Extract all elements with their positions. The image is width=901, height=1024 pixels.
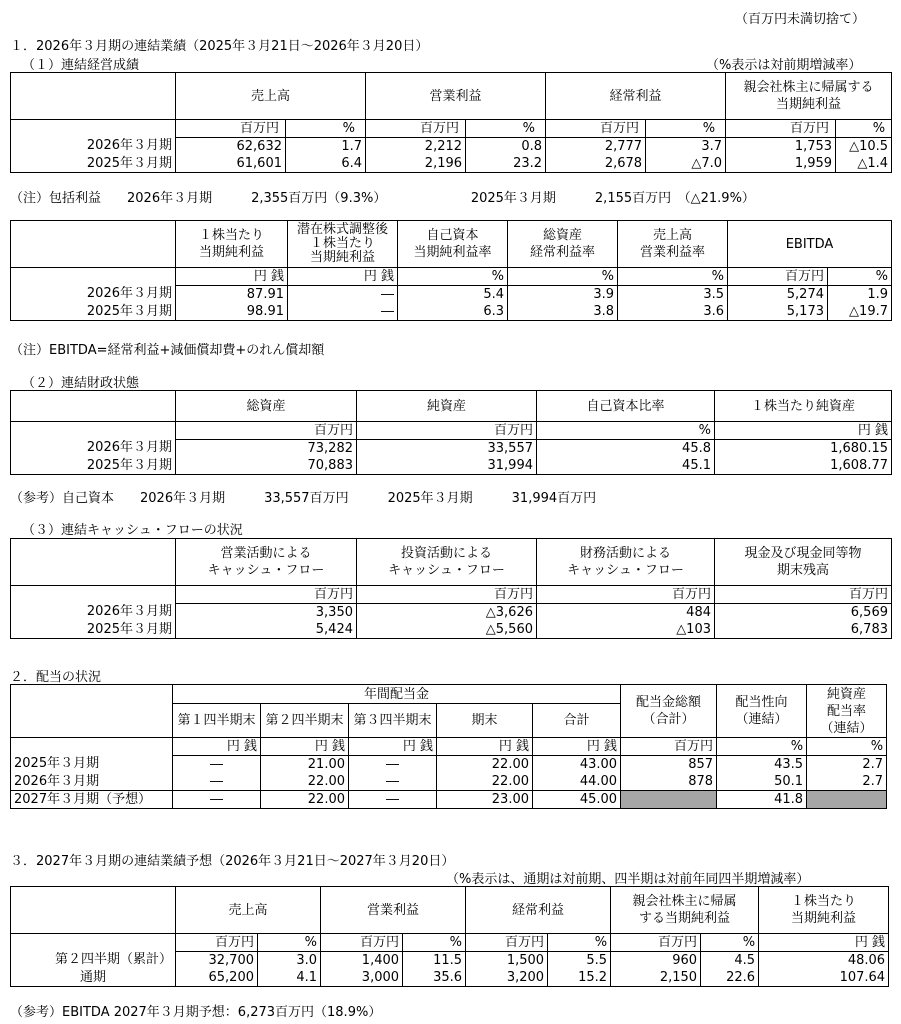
section3-title: ３．2027年３月期の連結業績予想（2026年３月21日～2027年３月20日） bbox=[10, 854, 455, 869]
unit-cell: 百万円 bbox=[176, 934, 258, 952]
value-cell: 4.5 bbox=[701, 952, 759, 970]
comprehensive-income-note: （注）包括利益 2026年３月期 2,355百万円（9.3%） 2025年３月期 2,155百万円 （△21.9%） bbox=[10, 191, 755, 206]
unit-cell: 百万円 bbox=[466, 934, 548, 952]
cash-flow-table bbox=[10, 538, 892, 639]
value-cell: 23.2 bbox=[466, 155, 546, 173]
unit-cell: 百万円 bbox=[357, 422, 537, 440]
unit-cell: 円 銭 bbox=[437, 738, 533, 756]
value-cell: 43.00 bbox=[533, 756, 621, 774]
value-cell: 15.2 bbox=[548, 969, 611, 987]
table-row bbox=[11, 138, 892, 156]
header-year-end: 期末 bbox=[437, 704, 533, 738]
forecast-table bbox=[10, 886, 889, 987]
unit-cell: % bbox=[537, 422, 715, 440]
header-bps: １株当たり純資産 bbox=[715, 391, 892, 422]
header-ordinary-income: 経常利益 bbox=[546, 73, 726, 120]
unit-cell: % bbox=[836, 120, 892, 138]
value-cell: 22.00 bbox=[261, 773, 349, 791]
value-cell: 5,424 bbox=[176, 621, 357, 639]
row-label: 2026年３月期 bbox=[11, 604, 176, 622]
row-label: 2025年３月期 bbox=[11, 303, 176, 321]
table-row bbox=[11, 969, 889, 987]
value-cell: ― bbox=[173, 773, 261, 791]
value-cell: 1,400 bbox=[321, 952, 403, 970]
unit-cell: 百万円 bbox=[715, 586, 892, 604]
value-cell: 22.00 bbox=[437, 773, 533, 791]
header-roe: 自己資本 当期純利益率 bbox=[398, 221, 508, 268]
unit-cell: 百万円 bbox=[176, 586, 357, 604]
unit-cell: 百万円 bbox=[176, 422, 357, 440]
value-cell: ― bbox=[349, 791, 437, 809]
unit-cell: 百万円 bbox=[537, 586, 715, 604]
per-share-table bbox=[10, 220, 892, 321]
header-q2-end: 第２四半期末 bbox=[261, 704, 349, 738]
value-cell: 1,680.15 bbox=[715, 440, 892, 458]
value-cell: 62,632 bbox=[176, 138, 286, 156]
row-label: 2026年３月期 bbox=[11, 138, 176, 156]
value-cell: 0.8 bbox=[466, 138, 546, 156]
unit-cell: % bbox=[701, 934, 759, 952]
value-cell: 3.0 bbox=[258, 952, 321, 970]
unit-cell: 円 銭 bbox=[349, 738, 437, 756]
header-eps: １株当たり 当期純利益 bbox=[759, 887, 889, 934]
row-label: 通期 bbox=[11, 969, 176, 987]
value-cell: 2,196 bbox=[366, 155, 466, 173]
value-cell: 5.4 bbox=[398, 286, 508, 304]
table-row bbox=[11, 457, 892, 475]
value-cell: 3,350 bbox=[176, 604, 357, 622]
value-cell: 22.00 bbox=[437, 756, 533, 774]
unit-note: （百万円未満切捨て） bbox=[735, 12, 866, 27]
value-cell: 50.1 bbox=[717, 773, 807, 791]
value-cell: ― bbox=[349, 756, 437, 774]
value-cell: ― bbox=[173, 756, 261, 774]
value-cell: 44.00 bbox=[533, 773, 621, 791]
value-cell: 2,212 bbox=[366, 138, 466, 156]
value-cell: 1.9 bbox=[828, 286, 892, 304]
table-row bbox=[11, 303, 892, 321]
value-cell: 5,274 bbox=[728, 286, 828, 304]
unit-cell: 百万円 bbox=[546, 120, 646, 138]
value-cell: 23.00 bbox=[437, 791, 533, 809]
table-row bbox=[11, 155, 892, 173]
header-net-income: 親会社株主に帰属 する当期純利益 bbox=[611, 887, 759, 934]
unit-cell: 百万円 bbox=[321, 934, 403, 952]
unit-cell: % bbox=[466, 120, 546, 138]
value-cell: 3.8 bbox=[508, 303, 618, 321]
value-cell: 22.6 bbox=[701, 969, 759, 987]
table-row bbox=[11, 604, 892, 622]
value-cell: △5,560 bbox=[357, 621, 537, 639]
value-cell: 878 bbox=[621, 773, 717, 791]
row-label: 2025年３月期 bbox=[11, 621, 176, 639]
header-payout-ratio: 配当性向 （連結） bbox=[717, 685, 807, 738]
table-row bbox=[11, 440, 892, 458]
row-label: 2025年３月期 bbox=[11, 756, 173, 774]
value-cell: 31,994 bbox=[357, 457, 537, 475]
value-cell: 5.5 bbox=[548, 952, 611, 970]
value-cell: 3.9 bbox=[508, 286, 618, 304]
unit-cell: 円 銭 bbox=[715, 422, 892, 440]
value-cell: 3.7 bbox=[646, 138, 726, 156]
dividend-table bbox=[10, 684, 887, 809]
value-cell: 2,150 bbox=[611, 969, 701, 987]
unit-cell: % bbox=[618, 268, 728, 286]
section3-pct-note: （%表示は、通期は対前期、四半期は対前年同四半期増減率） bbox=[446, 872, 810, 887]
value-cell: △7.0 bbox=[646, 155, 726, 173]
value-cell: 48.06 bbox=[759, 952, 889, 970]
equity-note: （参考）自己資本 2026年３月期 33,557百万円 2025年３月期 31,994百万円 bbox=[10, 491, 597, 506]
value-cell: 3,200 bbox=[466, 969, 548, 987]
unit-cell: 円 銭 bbox=[173, 738, 261, 756]
ebitda-forecast-note: （参考）EBITDA 2027年３月期予想：6,273百万円（18.9%） bbox=[10, 1005, 382, 1020]
header-operating-cf: 営業活動による キャッシュ・フロー bbox=[176, 539, 357, 586]
table-row bbox=[11, 621, 892, 639]
unit-cell: 円 銭 bbox=[759, 934, 889, 952]
header-operating-income: 営業利益 bbox=[366, 73, 546, 120]
value-cell: 2,777 bbox=[546, 138, 646, 156]
value-cell: ― bbox=[288, 303, 398, 321]
value-cell: 32,700 bbox=[176, 952, 258, 970]
value-cell: 45.00 bbox=[533, 791, 621, 809]
section2-title: ２．配当の状況 bbox=[10, 670, 102, 685]
unit-cell: 百万円 bbox=[357, 586, 537, 604]
header-net-income: 親会社株主に帰属する 当期純利益 bbox=[726, 73, 892, 120]
header-annual-dividend: 年間配当金 bbox=[173, 685, 621, 704]
unit-cell: % bbox=[828, 268, 892, 286]
value-cell: 45.1 bbox=[537, 457, 715, 475]
header-dividend-on-equity: 純資産 配当率 （連結） bbox=[807, 685, 887, 738]
unit-cell: % bbox=[286, 120, 366, 138]
operating-results-table bbox=[10, 72, 892, 173]
unit-cell: % bbox=[646, 120, 726, 138]
unit-cell: 百万円 bbox=[366, 120, 466, 138]
row-label: 2025年３月期 bbox=[11, 155, 176, 173]
value-cell: 3,000 bbox=[321, 969, 403, 987]
value-cell: 2,678 bbox=[546, 155, 646, 173]
unit-cell: 百万円 bbox=[621, 738, 717, 756]
unit-cell: % bbox=[258, 934, 321, 952]
value-cell: △10.5 bbox=[836, 138, 892, 156]
table-row bbox=[11, 952, 889, 970]
value-cell: 41.8 bbox=[717, 791, 807, 809]
value-cell: 35.6 bbox=[403, 969, 466, 987]
value-cell: △103 bbox=[537, 621, 715, 639]
value-cell: 3.5 bbox=[618, 286, 728, 304]
unit-cell: 百万円 bbox=[728, 268, 828, 286]
row-label: 2026年３月期 bbox=[11, 286, 176, 304]
header-dividend-total: 配当金総額 （合計） bbox=[621, 685, 717, 738]
unit-cell: % bbox=[807, 738, 887, 756]
table-row bbox=[11, 756, 887, 774]
value-cell: 87.91 bbox=[176, 286, 288, 304]
unit-cell: % bbox=[548, 934, 611, 952]
header-q1-end: 第１四半期末 bbox=[173, 704, 261, 738]
header-investing-cf: 投資活動による キャッシュ・フロー bbox=[357, 539, 537, 586]
value-cell: ― bbox=[288, 286, 398, 304]
value-cell: △3,626 bbox=[357, 604, 537, 622]
header-eps: １株当たり 当期純利益 bbox=[176, 221, 288, 268]
section1-sub2: （２）連結財政状態 bbox=[22, 376, 140, 391]
value-cell: 33,557 bbox=[357, 440, 537, 458]
header-ordinary-income: 経常利益 bbox=[466, 887, 611, 934]
value-cell: 6.3 bbox=[398, 303, 508, 321]
row-label: 2026年３月期 bbox=[11, 440, 176, 458]
header-q3-end: 第３四半期末 bbox=[349, 704, 437, 738]
header-total-assets: 総資産 bbox=[176, 391, 357, 422]
value-cell: 6.4 bbox=[286, 155, 366, 173]
value-cell: 70,883 bbox=[176, 457, 357, 475]
value-cell: 1,959 bbox=[726, 155, 836, 173]
row-label: 2026年３月期 bbox=[11, 773, 173, 791]
value-cell: 73,282 bbox=[176, 440, 357, 458]
header-diluted-eps: 潜在株式調整後 １株当たり 当期純利益 bbox=[288, 221, 398, 268]
value-cell: 21.00 bbox=[261, 756, 349, 774]
value-cell: 2.7 bbox=[807, 756, 887, 774]
value-cell: 43.5 bbox=[717, 756, 807, 774]
unit-cell: 円 銭 bbox=[176, 268, 288, 286]
header-total: 合計 bbox=[533, 704, 621, 738]
header-sales: 売上高 bbox=[176, 73, 366, 120]
unit-cell: 百万円 bbox=[726, 120, 836, 138]
unit-cell: 円 銭 bbox=[533, 738, 621, 756]
value-cell: 3.6 bbox=[618, 303, 728, 321]
header-equity-ratio: 自己資本比率 bbox=[537, 391, 715, 422]
value-cell: △19.7 bbox=[828, 303, 892, 321]
header-cash-balance: 現金及び現金同等物 期末残高 bbox=[715, 539, 892, 586]
value-cell: 1.7 bbox=[286, 138, 366, 156]
value-cell: 61,601 bbox=[176, 155, 286, 173]
unit-cell: 百万円 bbox=[611, 934, 701, 952]
section1-sub3: （３）連結キャッシュ・フローの状況 bbox=[22, 523, 243, 538]
value-cell: 107.64 bbox=[759, 969, 889, 987]
shaded-cell bbox=[807, 791, 887, 809]
header-sales: 売上高 bbox=[176, 887, 321, 934]
financial-position-table bbox=[10, 390, 892, 475]
section1-title: １．2026年３月期の連結業績（2025年３月21日～2026年３月20日） bbox=[10, 39, 429, 54]
header-roa: 総資産 経常利益率 bbox=[508, 221, 618, 268]
table-row bbox=[11, 286, 892, 304]
header-operating-income: 営業利益 bbox=[321, 887, 466, 934]
header-net-assets: 純資産 bbox=[357, 391, 537, 422]
shaded-cell bbox=[621, 791, 717, 809]
value-cell: 45.8 bbox=[537, 440, 715, 458]
row-label: 第２四半期（累計） bbox=[11, 952, 176, 970]
unit-cell: % bbox=[398, 268, 508, 286]
unit-cell: 百万円 bbox=[176, 120, 286, 138]
header-ebitda: EBITDA bbox=[728, 221, 892, 268]
row-label: 2027年３月期（予想） bbox=[11, 791, 173, 809]
value-cell: ― bbox=[173, 791, 261, 809]
header-financing-cf: 財務活動による キャッシュ・フロー bbox=[537, 539, 715, 586]
unit-cell: 円 銭 bbox=[288, 268, 398, 286]
value-cell: △1.4 bbox=[836, 155, 892, 173]
section1-pct-note: （%表示は対前期増減率） bbox=[706, 58, 862, 73]
forecast-row bbox=[11, 791, 887, 809]
unit-cell: 円 銭 bbox=[261, 738, 349, 756]
unit-cell: % bbox=[508, 268, 618, 286]
value-cell: 2.7 bbox=[807, 773, 887, 791]
value-cell: 1,500 bbox=[466, 952, 548, 970]
row-label: 2025年３月期 bbox=[11, 457, 176, 475]
value-cell: 6,569 bbox=[715, 604, 892, 622]
ebitda-note: （注）EBITDA=経常利益+減価償却費+のれん償却額 bbox=[10, 343, 325, 358]
value-cell: 98.91 bbox=[176, 303, 288, 321]
value-cell: 6,783 bbox=[715, 621, 892, 639]
value-cell: 1,608.77 bbox=[715, 457, 892, 475]
value-cell: ― bbox=[349, 773, 437, 791]
value-cell: 960 bbox=[611, 952, 701, 970]
table-row bbox=[11, 773, 887, 791]
value-cell: 22.00 bbox=[261, 791, 349, 809]
value-cell: 484 bbox=[537, 604, 715, 622]
value-cell: 4.1 bbox=[258, 969, 321, 987]
value-cell: 11.5 bbox=[403, 952, 466, 970]
value-cell: 1,753 bbox=[726, 138, 836, 156]
value-cell: 65,200 bbox=[176, 969, 258, 987]
header-operating-margin: 売上高 営業利益率 bbox=[618, 221, 728, 268]
unit-cell: % bbox=[717, 738, 807, 756]
value-cell: 5,173 bbox=[728, 303, 828, 321]
section1-sub1: （１）連結経営成績 bbox=[22, 58, 140, 73]
value-cell: 857 bbox=[621, 756, 717, 774]
unit-cell: % bbox=[403, 934, 466, 952]
